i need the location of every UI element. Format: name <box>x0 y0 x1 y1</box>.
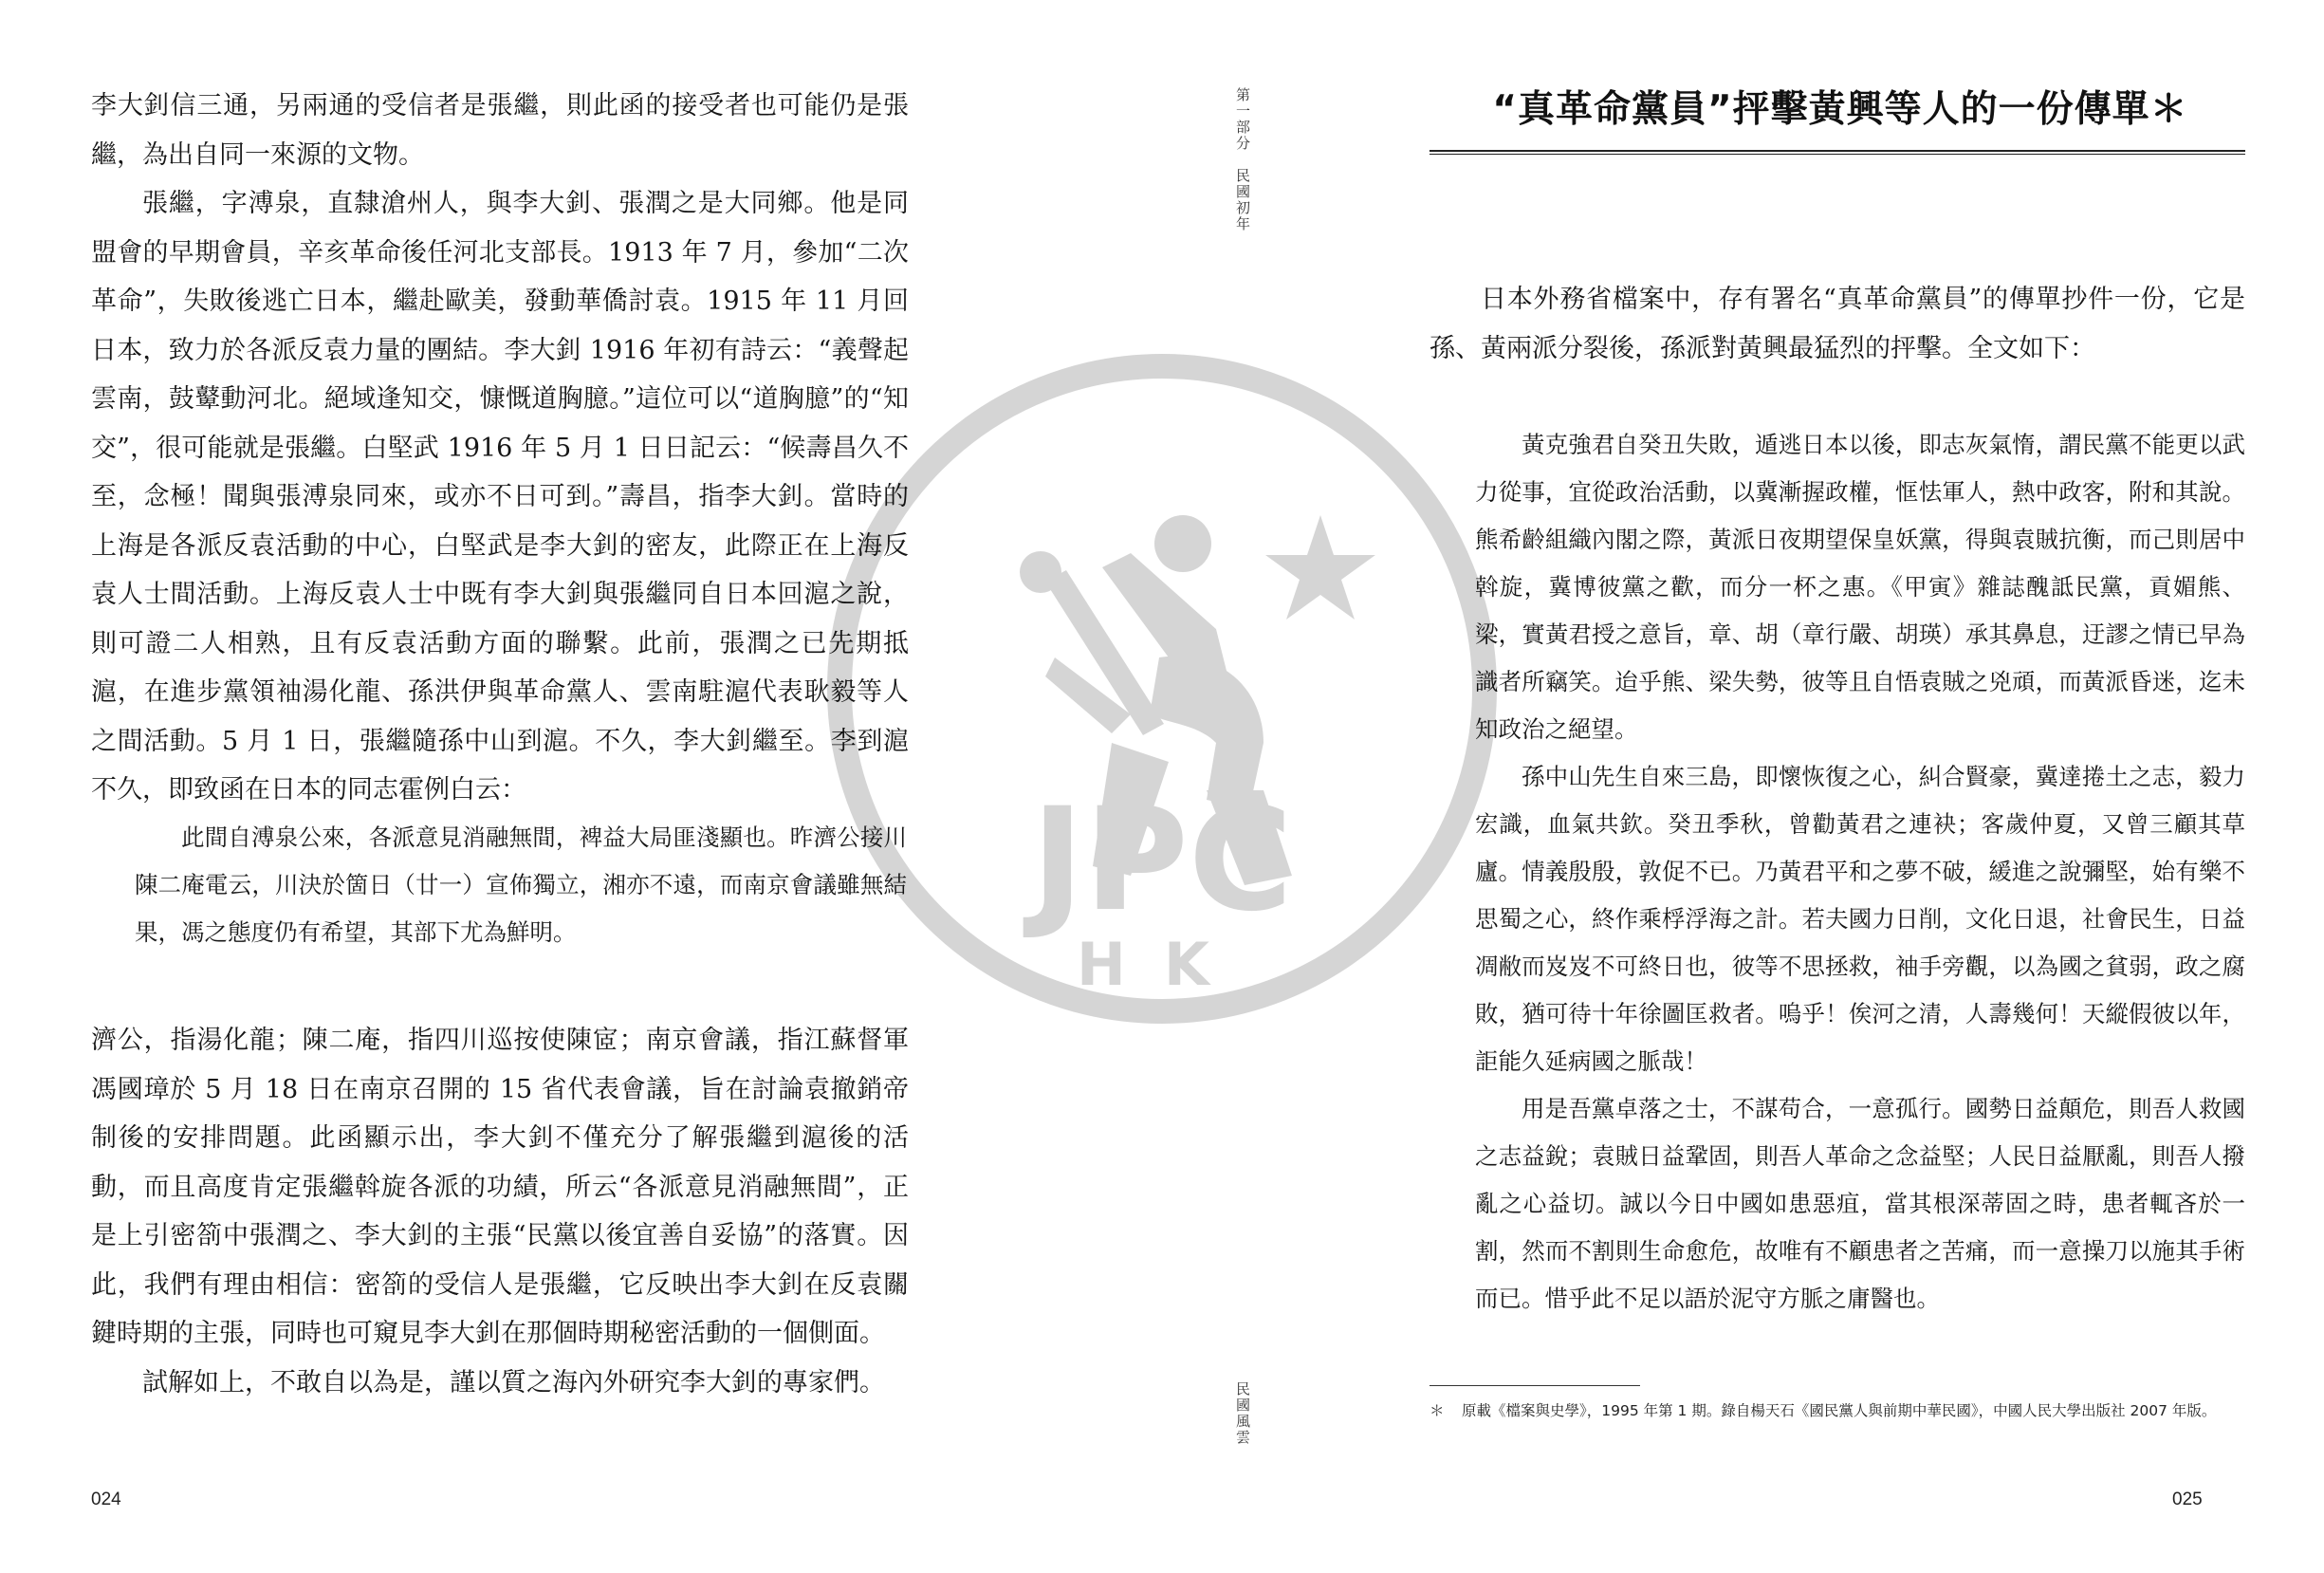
article-title: “真革命黨員”抨擊黃興等人的一份傳單＊ <box>1492 88 2188 131</box>
running-header-section: 第一部分 民國初年 <box>1234 87 1251 232</box>
quoted-letter: 此間自溥泉公來，各派意見消融無間，裨益大局匪淺顯也。昨濟公接川陳二庵電云，川決於箇日（廿一）宣佈獨立，湘亦不遠，而南京會議雖無結果，馮之態度仍有希望，其部下尤為鮮明。 <box>135 824 907 946</box>
left-block-quote <box>135 814 907 956</box>
intro-paragraph: 日本外務省檔案中，存有署名“真革命黨員”的傳單抄件一份，它是孫、黃兩派分裂後，孫派對黃興最猛烈的抨擊。全文如下： <box>1429 285 2245 363</box>
right-block-quote <box>1475 421 2245 1323</box>
watermark-text-hk: HK <box>1077 930 1247 999</box>
leaflet-paragraph: 孫中山先生自來三島，即懷恢復之心，糾合賢豪，冀達捲土之志，毅力宏識，血氣共欽。癸丑季秋，曾勸黃君之連袂；客歲仲夏，又曾三顧其草廬。情義殷殷，敦促不已。乃黃君平和之夢不破，緩進之說彌堅，始有樂不思蜀之心，終作乘桴浮海之計。若夫國力日削，文化日退，社會民生，日益凋敝而岌岌不可終日也，彼等不思拯救，袖手旁觀，以為國之貧弱，政之腐敗，猶可待十年徐圖匡救者。嗚乎！俟河之清，人壽幾何！天縱假彼以年，詎能久延病國之脈哉！ <box>1475 763 2245 1075</box>
title-divider <box>1429 150 2245 155</box>
body-paragraph: 試解如上，不敢自以為是，謹以質之海內外研究李大釗的專家們。 <box>142 1367 885 1397</box>
running-header-series: 民國風雲 <box>1234 1381 1251 1446</box>
right-intro-text <box>1429 275 2245 373</box>
footnote <box>1429 1398 2245 1424</box>
page-number-left: 024 <box>91 1490 121 1509</box>
body-paragraph: 李大釗信三通，另兩通的受信者是張繼，則此函的接受者也可能仍是張繼，為出自同一來源的文物。 <box>91 91 909 170</box>
leaflet-paragraph: 黃克強君自癸丑失敗，遁逃日本以後，即志灰氣惰，謂民黨不能更以武力從事，宜從政治活動，以冀漸握政權，恇怯軍人，熱中政客，附和其說。熊希齡組織內閣之際，黃派日夜期望保皇妖黨，得與袁賊抗衡，而己則居中斡旋，冀博彼黨之歡，而分一杯之惠。《甲寅》雜誌醜詆民黨，貢媚熊、梁，實黃君授之意旨，章、胡（章行嚴、胡瑛）承其鼻息，迂謬之情已早為識者所竊笑。迨乎熊、梁失勢，彼等且自悟袁賊之兇頑，而黃派昏迷，迄未知政治之絕望。 <box>1475 431 2245 743</box>
footnote-divider <box>1429 1385 1640 1386</box>
body-paragraph: 張繼，字溥泉，直隸滄州人，與李大釗、張潤之是大同鄉。他是同盟會的早期會員，辛亥革命後任河北支部長。1913 年 7 月，參加“二次革命”，失敗後逃亡日本，繼赴歐美，發動華僑討袁。1915 年 11 月回日本，致力於各派反袁力量的團結。李大釗 1916 年初有詩云：“義聲起雲南，鼓鼙動河北。絕域逢知交，慷慨道胸臆。”這位可以“道胸臆”的“知交”，很可能就是張繼。白堅武 1916 年 5 月 1 日日記云：“候壽昌久不至，念極！聞與張溥泉同來，或亦不日可到。”壽昌，指李大釗。當時的上海是各派反袁活動的中心，白堅武是李大釗的密友，此際正在上海反袁人士間活動。上海反袁人士中既有李大釗與張繼同自日本回滬之說，則可證二人相熟，且有反袁活動方面的聯繫。此前，張潤之已先期抵滬，在進步黨領袖湯化龍、孫洪伊與革命黨人、雲南駐滬代表耿毅等人之間活動。5 月 1 日，張繼隨孫中山到滬。不久，李大釗繼至。李到滬不久，即致函在日本的同志霍例白云： <box>91 189 909 805</box>
body-paragraph: 濟公，指湯化龍；陳二庵，指四川巡按使陳宧；南京會議，指江蘇督軍馮國璋於 5 月 18 日在南京召開的 15 省代表會議，旨在討論袁撤銷帝制後的安排問題。此函顯示出，李大釗不僅充分了解張繼到滬後的活動，而且高度肯定張繼斡旋各派的功績，所云“各派意見消融無間”，正是上引密箚中張潤之、李大釗的主張“民黨以後宜善自妥協”的落實。因此，我們有理由相信：密箚的受信人是張繼，它反映出李大釗在反袁關鍵時期的主張，同時也可窺見李大釗在那個時期秘密活動的一個側面。 <box>91 1026 909 1348</box>
footnote-text: 原載《檔案與史學》，1995 年第 1 期。錄自楊天石《國民黨人與前期中華民國》，中國人民大學出版社 2007 年版。 <box>1462 1402 2217 1419</box>
left-body-text-upper <box>91 82 909 815</box>
footnote-mark: ＊ <box>1429 1402 1445 1419</box>
watermark-text-jpc: JPC <box>1031 778 1293 943</box>
left-body-text-lower <box>91 1016 909 1407</box>
leaflet-paragraph: 用是吾黨卓落之士，不謀苟合，一意孤行。國勢日益顛危，則吾人救國之志益銳；袁賊日益鞏固，則吾人革命之念益堅；人民日益厭亂，則吾人撥亂之心益切。誠以今日中國如患惡疽，當其根深蒂固之時，患者輒吝於一割，然而不割則生命愈危，故唯有不顧患者之苦痛，而一意操刀以施其手術而已。惜乎此不足以語於泥守方脈之庸醫也。 <box>1475 1095 2245 1312</box>
page-number-right: 025 <box>2172 1490 2203 1509</box>
